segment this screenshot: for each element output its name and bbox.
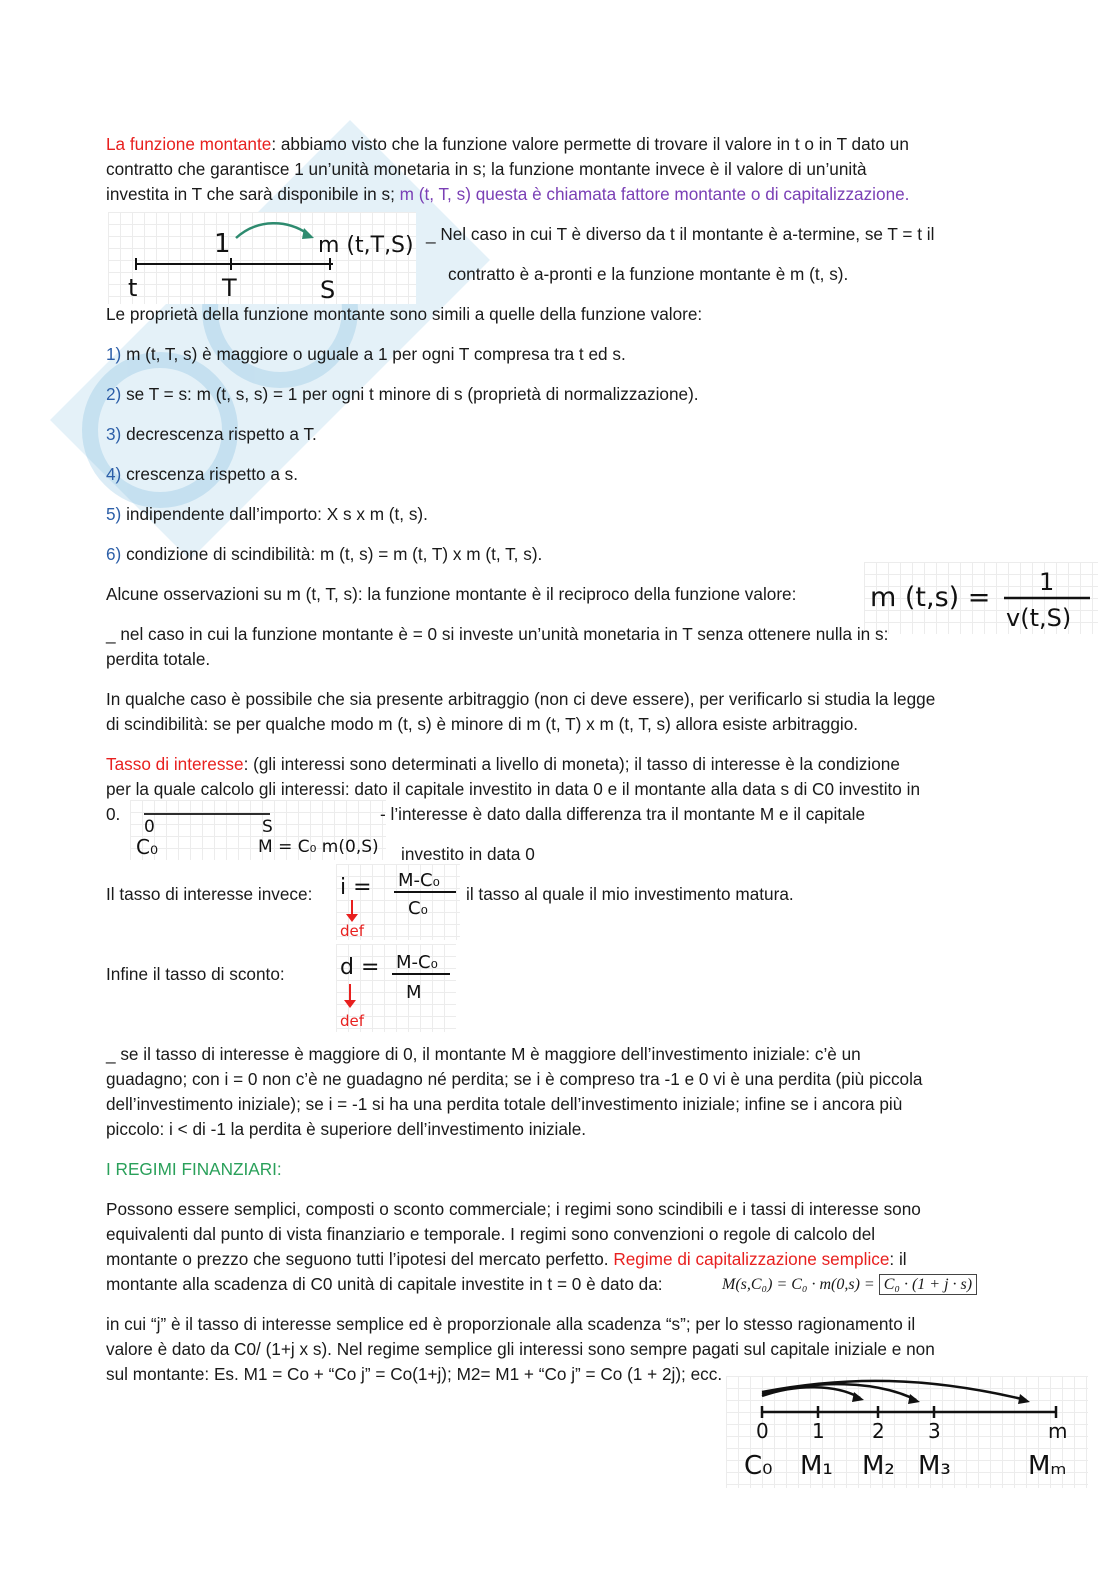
text-line: _ nel caso in cui la funzione montante è = 0 si investe un’unità monetaria in T senza ottenere nulla in s: [106, 624, 889, 644]
sketch-label-s2: S [262, 817, 273, 837]
text-line: Il tasso di interesse invece: [106, 884, 313, 904]
text-line: dell’investimento iniziale); se i = -1 si ha una perdita totale dell’investimento iniziale; infine se i ancora più [106, 1094, 903, 1114]
text-line: il tasso al quale il mio investimento matura. [466, 884, 794, 904]
tick-0: 0 [756, 1419, 769, 1443]
formula-discount-rate-svg [336, 944, 456, 1032]
tick-m: m [1048, 1419, 1068, 1443]
highlight-fattore-montante: m (t, T, s) questa è chiamata fattore montante o di capitalizzazione. [399, 184, 910, 204]
sketch-label-c0: C₀ [136, 835, 158, 859]
text-line: equivalenti dal punto di vista finanziario e temporale. I regimi sono convenzioni o regole di calcolo del [106, 1224, 876, 1244]
formula-simple-capitalization: M(s,C₀) = C₀ · m(0,s) = C₀ · (1 + j · s) [722, 1272, 977, 1298]
text-line: contratto che garantisce 1 un’unità monetaria in s; la funzione montante invece è il valore di un’unità [106, 159, 867, 179]
text-line: Le proprietà della funzione montante sono simili a quelle della funzione valore: [106, 304, 703, 324]
sketch-label-T: T [222, 274, 237, 302]
text-line: _ se il tasso di interesse è maggiore di 0, il montante M è maggiore dell’investimento iniziale: c’è un [106, 1044, 861, 1064]
rate-den: C₀ [408, 898, 428, 919]
formula-lhs: m (t,s) = [870, 582, 991, 613]
text-line: Infine il tasso di sconto: [106, 964, 285, 984]
heading-regime-semplice: Regime di capitalizzazione semplice [613, 1249, 890, 1269]
text-line: - l’interesse è dato dalla differenza tra il montante M e il capitale [380, 804, 866, 824]
text-line: guadagno; con i = 0 non c’è ne guadagno né perdita; se i è compreso tra -1 e 0 vi è una perdita (più piccola [106, 1069, 923, 1089]
sketch-label-s: S [320, 276, 336, 304]
sketch-timeline-0-s [130, 800, 386, 860]
text-line: In qualche caso è possibile che sia presente arbitraggio (non ci deve essere), per verificarlo si studia la legge [106, 689, 936, 709]
heading-funzione-montante: La funzione montante [106, 134, 272, 154]
rate-def-label: def [340, 922, 365, 940]
sketch-timeline-0-s-svg [130, 800, 386, 860]
sketch-capitalization-timeline [726, 1376, 1088, 1488]
heading-tasso-interesse: Tasso di interesse [106, 754, 244, 774]
label-m3: M₃ [918, 1451, 951, 1481]
list-item: 3) decrescenza rispetto a T. [106, 424, 317, 444]
tick-3: 3 [928, 1419, 941, 1443]
text-line: Possono essere semplici, composti o sconto commerciale; i regimi sono scindibili e i tassi di interesse sono [106, 1199, 921, 1219]
sketch-capitalization-svg [726, 1376, 1088, 1488]
heading-regimi-finanziari: I REGIMI FINANZIARI: [106, 1159, 282, 1179]
formula-num: 1 [1039, 568, 1055, 596]
text-line: piccolo: i < di -1 la perdita è superiore dell’investimento iniziale. [106, 1119, 587, 1139]
tick-2: 2 [872, 1419, 885, 1443]
formula-boxed: C₀ · (1 + j · s) [879, 1274, 977, 1295]
sketch-timeline-svg [108, 212, 416, 304]
label-m2: M₂ [862, 1451, 895, 1481]
text-line: in cui “j” è il tasso di interesse semplice ed è proporzionale alla scadenza “s”; per lo stesso ragionamento il [106, 1314, 916, 1334]
sketch-label-m: m (t,T,S) [318, 233, 414, 258]
text-line: di scindibilità: se per qualche modo m (t, s) è minore di m (t, T) x m (t, T, s) allora esiste arbitraggio. [106, 714, 859, 734]
text-line: per la quale calcolo gli interessi: dato il capitale investito in data 0 e il montante alla data s di C0 investito in [106, 779, 921, 799]
text-line: investito in data 0 [401, 844, 535, 864]
paragraph-funzione-montante: La funzione montante: abbiamo visto che la funzione valore permette di trovare il valore in t o in T dato un [106, 134, 909, 154]
disc-lhs: d = [340, 955, 380, 980]
list-item: 5) indipendente dall’importo: X s x m (t, s). [106, 504, 428, 524]
formula-interest-rate-svg [336, 864, 460, 940]
rate-num: M-C₀ [398, 870, 440, 891]
text-line: _ Nel caso in cui T è diverso da t il montante è a-termine, se T = t il [426, 224, 935, 244]
label-m1: M₁ [800, 1451, 833, 1481]
formula-reciprocal [864, 562, 1098, 634]
text-line: Alcune osservazioni su m (t, T, s): la funzione montante è il reciproco della funzione valore: [106, 584, 797, 604]
label-c0: C₀ [744, 1451, 773, 1481]
list-item: 1) m (t, T, s) è maggiore o uguale a 1 per ogni T compresa tra t ed s. [106, 344, 626, 364]
text-line: perdita totale. [106, 649, 211, 669]
formula-reciprocal-svg [864, 562, 1098, 634]
text-line: montante o prezzo che seguono tutti l’ipotesi del mercato perfetto. Regime di capitalizzazione semplice: il [106, 1249, 907, 1269]
disc-num: M-C₀ [396, 952, 438, 973]
sketch-timeline-t-T-s [108, 212, 416, 304]
formula-interest-rate [336, 864, 460, 940]
sketch-label-zero: 0 [144, 817, 155, 837]
list-item: 6) condizione di scindibilità: m (t, s) = m (t, T) x m (t, T, s). [106, 544, 543, 564]
label-mm: Mₘ [1028, 1451, 1067, 1481]
tick-1: 1 [812, 1419, 825, 1443]
sketch-label-m-formula: M = C₀ m(0,S) [258, 837, 379, 857]
sketch-label-t: t [128, 274, 138, 302]
text-line: montante alla scadenza di C0 unità di capitale investite in t = 0 è dato da: [106, 1274, 663, 1294]
text-line: contratto è a-pronti e la funzione montante è m (t, s). [448, 264, 849, 284]
formula-discount-rate [336, 944, 456, 1032]
list-item: 4) crescenza rispetto a s. [106, 464, 299, 484]
text-line: 0. [106, 804, 121, 824]
text-line: sul montante: Es. M1 = Co + “Co j” = Co(1+j); M2= M1 + “Co j” = Co (1 + 2j); ecc. [106, 1364, 723, 1384]
disc-def-label: def [340, 1012, 365, 1030]
list-item: 2) se T = s: m (t, s, s) = 1 per ogni t minore di s (proprietà di normalizzazione). [106, 384, 699, 404]
text-line: valore è dato da C0/ (1+j x s). Nel regime semplice gli interessi sono sempre pagati sul capitale iniziale e non [106, 1339, 935, 1359]
rate-lhs: i = [340, 875, 372, 900]
paragraph-tasso: Tasso di interesse: (gli interessi sono determinati a livello di moneta); il tasso di interesse è la condizione [106, 754, 900, 774]
disc-den: M [406, 982, 422, 1003]
formula-den: v(t,S) [1006, 604, 1072, 632]
sketch-label-one: 1 [214, 229, 231, 259]
text-line: investita in T che sarà disponibile in s; m (t, T, s) questa è chiamata fattore montante o di capitalizzazione. [106, 184, 910, 204]
